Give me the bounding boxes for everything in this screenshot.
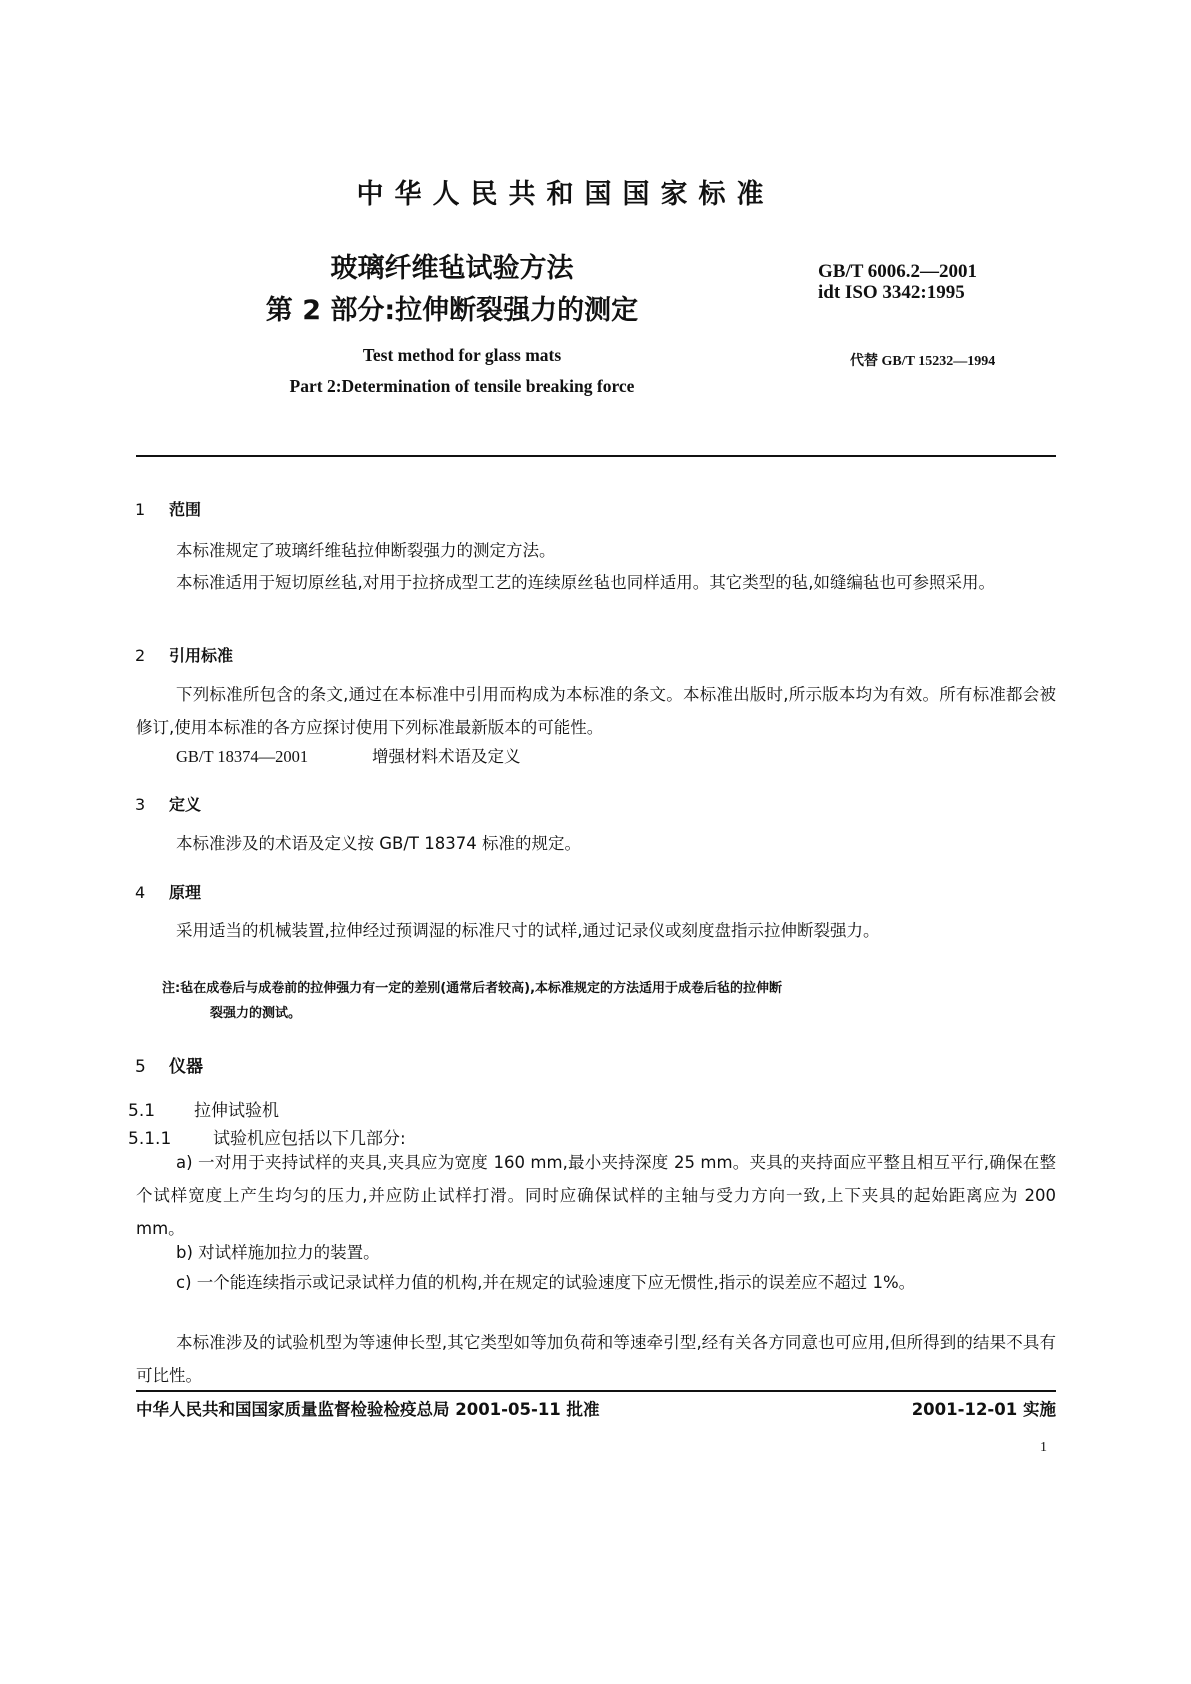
section-3-paragraph-1: 本标准涉及的术语及定义按 GB/T 18374 标准的规定。 (176, 834, 581, 853)
section-title: 仪器 (169, 1057, 203, 1077)
section-4-note (162, 976, 1058, 1026)
section-number: 1 (135, 500, 146, 519)
section-number: 5 (135, 1057, 146, 1077)
note-line-2: 裂强力的测试。 (210, 1006, 302, 1021)
section-title: 原理 (169, 883, 202, 902)
title-zh-line2: 第 2 部分:拉伸断裂强力的测定 (265, 295, 639, 326)
section-1-paragraph-2: 本标准适用于短切原丝毡,对用于拉挤成型工艺的连续原丝毡也同样适用。其它类型的毡,如缝编毡也可参照采用。 (176, 573, 995, 592)
implementation-date: 2001-12-01 实施 (911, 1400, 1056, 1419)
title-zh-line1: 玻璃纤维毡试验方法 (330, 253, 574, 284)
subsection-number: 5.1 (128, 1101, 156, 1121)
national-standard-heading (0, 172, 1191, 211)
reference-code: GB/T 18374—2001 (176, 747, 309, 766)
reference-title: 增强材料术语及定义 (372, 747, 521, 766)
section-2-paragraph-1: 下列标准所包含的条文,通过在本标准中引用而构成为本标准的条文。本标准出版时,所示版本均为有效。所有标准都会被修订,使用本标准的各方应探讨使用下列标准最新版本的可能性。 (136, 685, 1056, 737)
idt-reference: idt ISO 3342:1995 (818, 282, 965, 303)
section-1-heading (135, 497, 201, 520)
section-number: 3 (135, 795, 146, 814)
title-en-line2: Part 2:Determination of tensile breaking force (289, 376, 635, 396)
header-divider (136, 455, 1056, 457)
item-a: a) 一对用于夹持试样的夹具,夹具应为宽度 160 mm,最小夹持深度 25 mm。夹具的夹持面应平整且相互平行,确保在整个试样宽度上产生均匀的压力,并应防止试样打滑。同时应确保试样的主轴与受力方向一致,上下夹具的起始距离应为 200 mm。 (136, 1153, 1056, 1238)
section-2-reference (136, 740, 1056, 773)
title-en-line1: Test method for glass mats (362, 345, 562, 365)
subsection-title: 拉伸试验机 (194, 1101, 279, 1121)
subsection-5-1 (128, 1096, 279, 1121)
replaces-standard: 代替 GB/T 15232—1994 (850, 354, 996, 369)
section-4-paragraph-1: 采用适当的机械装置,拉伸经过预调湿的标准尺寸的试样,通过记录仪或刻度盘指示拉伸断裂强力。 (176, 921, 880, 940)
section-number: 2 (135, 646, 146, 665)
note-line-1: 注:毡在成卷后与成卷前的拉伸强力有一定的差别(通常后者较高),本标准规定的方法适用于成卷后毡的拉伸断 (162, 981, 783, 996)
national-standard-text: 中华人民共和国国家标准 (356, 179, 775, 210)
section-1-paragraph-1: 本标准规定了玻璃纤维毡拉伸断裂强力的测定方法。 (176, 541, 556, 560)
footer-divider (136, 1390, 1056, 1392)
subsection-number: 5.1.1 (128, 1129, 172, 1149)
item-b: b) 对试样施加拉力的装置。 (176, 1243, 380, 1262)
standard-number: GB/T 6006.2—2001 (818, 261, 978, 282)
section-number: 4 (135, 883, 146, 902)
section-5-final-paragraph: 本标准涉及的试验机型为等速伸长型,其它类型如等加负荷和等速牵引型,经有关各方同意也可应用,但所得到的结果不具有可比性。 (136, 1333, 1056, 1385)
section-3-heading (135, 792, 201, 815)
subsection-title: 试验机应包括以下几部分: (213, 1129, 406, 1149)
section-title: 定义 (169, 795, 202, 814)
section-2-heading (135, 643, 233, 666)
section-4-heading (135, 880, 201, 903)
section-5-heading (135, 1052, 203, 1077)
page-number: 1 (1040, 1440, 1047, 1455)
section-title: 引用标准 (169, 646, 234, 665)
approval-issuer: 中华人民共和国国家质量监督检验检疫总局 2001-05-11 批准 (136, 1400, 600, 1419)
section-title: 范围 (169, 500, 202, 519)
item-c: c) 一个能连续指示或记录试样力值的机构,并在规定的试验速度下应无惯性,指示的误差应不超过 1%。 (176, 1273, 916, 1292)
